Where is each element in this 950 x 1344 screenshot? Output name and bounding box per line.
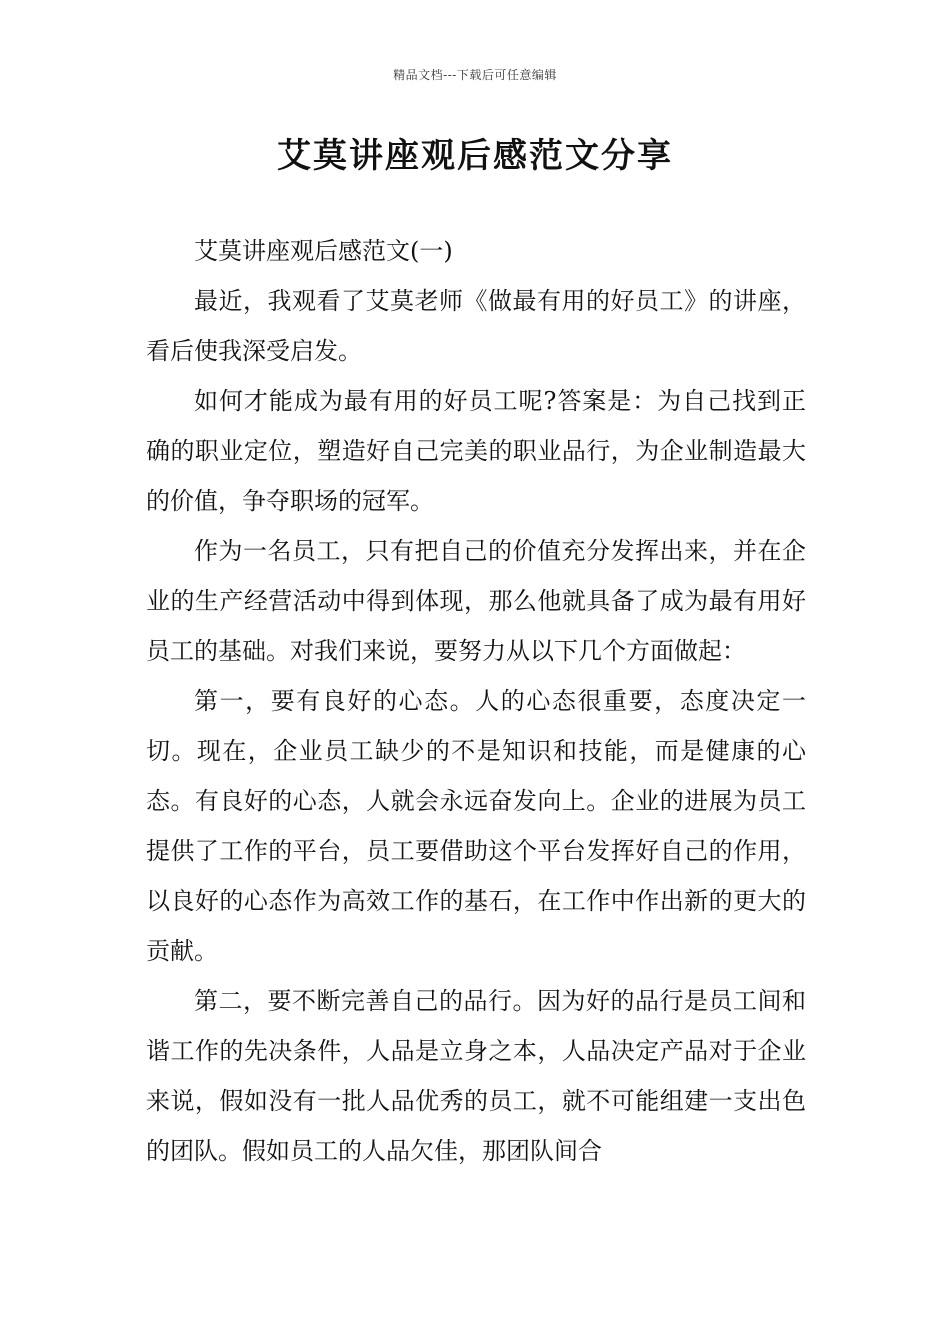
paragraph: 作为一名员工，只有把自己的价值充分发挥出来，并在企业的生产经营活动中得到体现，那么他就具备了成为最有用好员工的基础。对我们来说，要努力从以下几个方面做起：	[146, 537, 806, 665]
paragraph: 第一，要有良好的心态。人的心态很重要，态度决定一切。现在，企业员工缺少的不是知识和技能，而是健康的心态。有良好的心态，人就会永远奋发向上。企业的进展为员工提供了工作的平台，员工要借助这个平台发挥好自己的作用，以良好的心态作为高效工作的基石，在工作中作出新的更大的贡献。	[146, 687, 806, 965]
paragraph: 如何才能成为最有用的好员工呢?答案是：为自己找到正确的职业定位，塑造好自己完美的职业品行，为企业制造最大的价值，争夺职场的冠军。	[146, 387, 806, 515]
document-title: 艾莫讲座观后感范文分享	[277, 136, 673, 176]
document-body	[146, 226, 806, 1176]
header-note: 精品文档---下载后可任意编辑	[393, 68, 557, 82]
paragraph: 第二，要不断完善自己的品行。因为好的品行是员工间和谐工作的先决条件，人品是立身之本，人品决定产品对于企业来说，假如没有一批人品优秀的员工，就不可能组建一支出色的团队。假如员工的人品欠佳，那团队间合	[146, 987, 806, 1165]
paragraph: 最近，我观看了艾莫老师《做最有用的好员工》的讲座，看后使我深受启发。	[146, 287, 806, 365]
paragraph-subtitle: 艾莫讲座观后感范文(一)	[194, 237, 453, 265]
